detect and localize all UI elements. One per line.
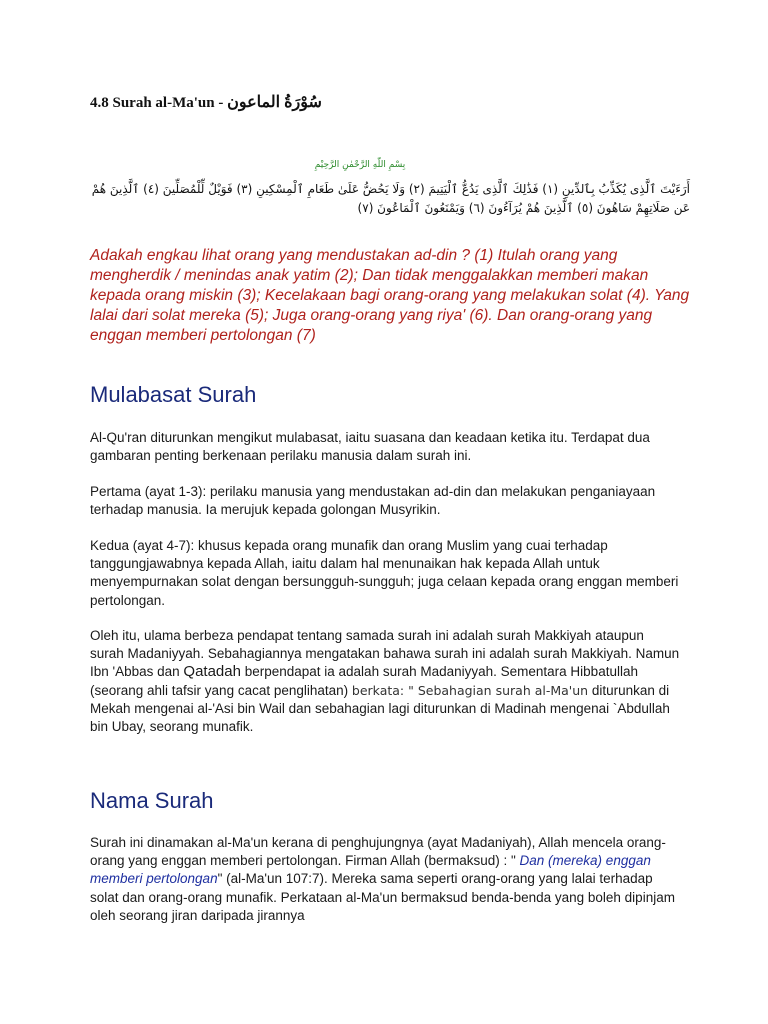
heading-nama-surah: Nama Surah xyxy=(90,788,214,813)
p4-text-c: berkata: " Sebahagian surah al-Ma'un xyxy=(351,682,589,698)
paragraph-kedua: Kedua (ayat 4-7): khusus kepada orang munafik dan orang Muslim yang cuai terhadap tanggungjawabnya kepada Allah, iaitu dalam hal menunaikan hak kepada Allah untuk menyempurnakan solat dengan bersungguh-sungguh; juga celaan kepada orang enggan memberi pertolongan. xyxy=(90,538,679,608)
paragraph-ulama xyxy=(90,627,680,736)
p5-close-quote: " xyxy=(217,871,223,887)
paragraph-nama-surah xyxy=(90,834,680,925)
translation-text: Adakah engkau lihat orang yang mendustakan ad-din ? (1) Itulah orang yang mengherdik / menindas anak yatim (2); Dan tidak menggalakkan memberi makan kepada orang miskin (3); Kecelakaan bagi orang-orang yang melakukan solat (4). Yang lalai dari solat mereka (5); Juga orang-orang yang riya' (6). Dan orang-orang yang enggan memberi pertolongan (7) xyxy=(90,247,690,344)
section-title xyxy=(90,92,710,112)
arabic-verses: أَرَءَيْتَ ٱلَّذِى يُكَذِّبُ بِٱلدِّينِ (١) فَذَٰلِكَ ٱلَّذِى يَدُعُّ ٱلْيَتِيمَ (٢) وَلَا يَحُضُّ عَلَىٰ طَعَامِ ٱلْمِسْكِينِ (٣) فَوَيْلٌ لِّلْمُصَلِّينَ (٤) ٱلَّذِينَ هُمْ عَن صَلَاتِهِمْ سَاهُونَ (٥) ٱلَّذِينَ هُمْ يُرَآءُونَ (٦) وَيَمْنَعُونَ ٱلْمَاعُونَ (٧) xyxy=(91,182,690,215)
paragraph-pertama: Pertama (ayat 1-3): perilaku manusia yang mendustakan ad-din dan melakukan penganiayaan terhadap manusia. Ia merujuk kepada golongan Musyrikin. xyxy=(90,484,656,518)
paragraph-mulabasat-intro: Al-Qu'ran diturunkan mengikut mulabasat, iaitu suasana dan keadaan ketika itu. Terdapat dua gambaran penting berkenaan perilaku manusia dalam surah ini. xyxy=(90,430,650,464)
basmala: بِسْمِ اللّٰهِ الرَّحْمٰنِ الرَّحِيْمِ xyxy=(314,160,406,170)
p4-text-d: diturunkan di Mekah mengenai al-'Asi bin Wail dan sebahagian lagi diturunkan di Madinah mengenai `Abdullah bin Ubay, seorang munafik. xyxy=(90,682,670,735)
section-number-title: 4.8 Surah al-Ma'un - xyxy=(90,95,224,111)
p5-text-b: (al-Ma'un 107:7). Mereka sama seperti orang-orang yang lalai terhadap solat dan orang-orang munafik. Perkataan al-Ma'un bermaksud benda-benda yang boleh dipinjam oleh seorang jiran daripada jirannya xyxy=(90,871,675,923)
p5-text-a: Surah ini dinamakan al-Ma'un kerana di penghujungnya (ayat Madaniyah), Allah mencela orang-orang yang enggan memberi pertolongan. Firman Allah (bermaksud) : xyxy=(90,835,666,869)
p4-text-b: berpendapat ia adalah surah Madaniyyah. Sementara Hibbatullah (seorang ahli tafsir yang cacat penglihatan) xyxy=(90,664,638,698)
p4-qatadah: Qatadah xyxy=(183,663,241,681)
p5-open-quote: " xyxy=(510,853,516,869)
p5-quote: Dan (mereka) enggan memberi pertolongan xyxy=(90,853,651,887)
p4-text-a: Oleh itu, ulama berbeza pendapat tentang samada surah ini adalah surah Makkiyah ataupun surah Madaniyyah. Sebahagiannya mengatakan bahawa surah ini adalah surah Makkiyah. Namun Ibn 'Abbas dan xyxy=(90,628,680,680)
section-arabic-title: سُوْرَةُ الماعون xyxy=(227,94,322,111)
heading-mulabasat: Mulabasat Surah xyxy=(90,382,257,407)
